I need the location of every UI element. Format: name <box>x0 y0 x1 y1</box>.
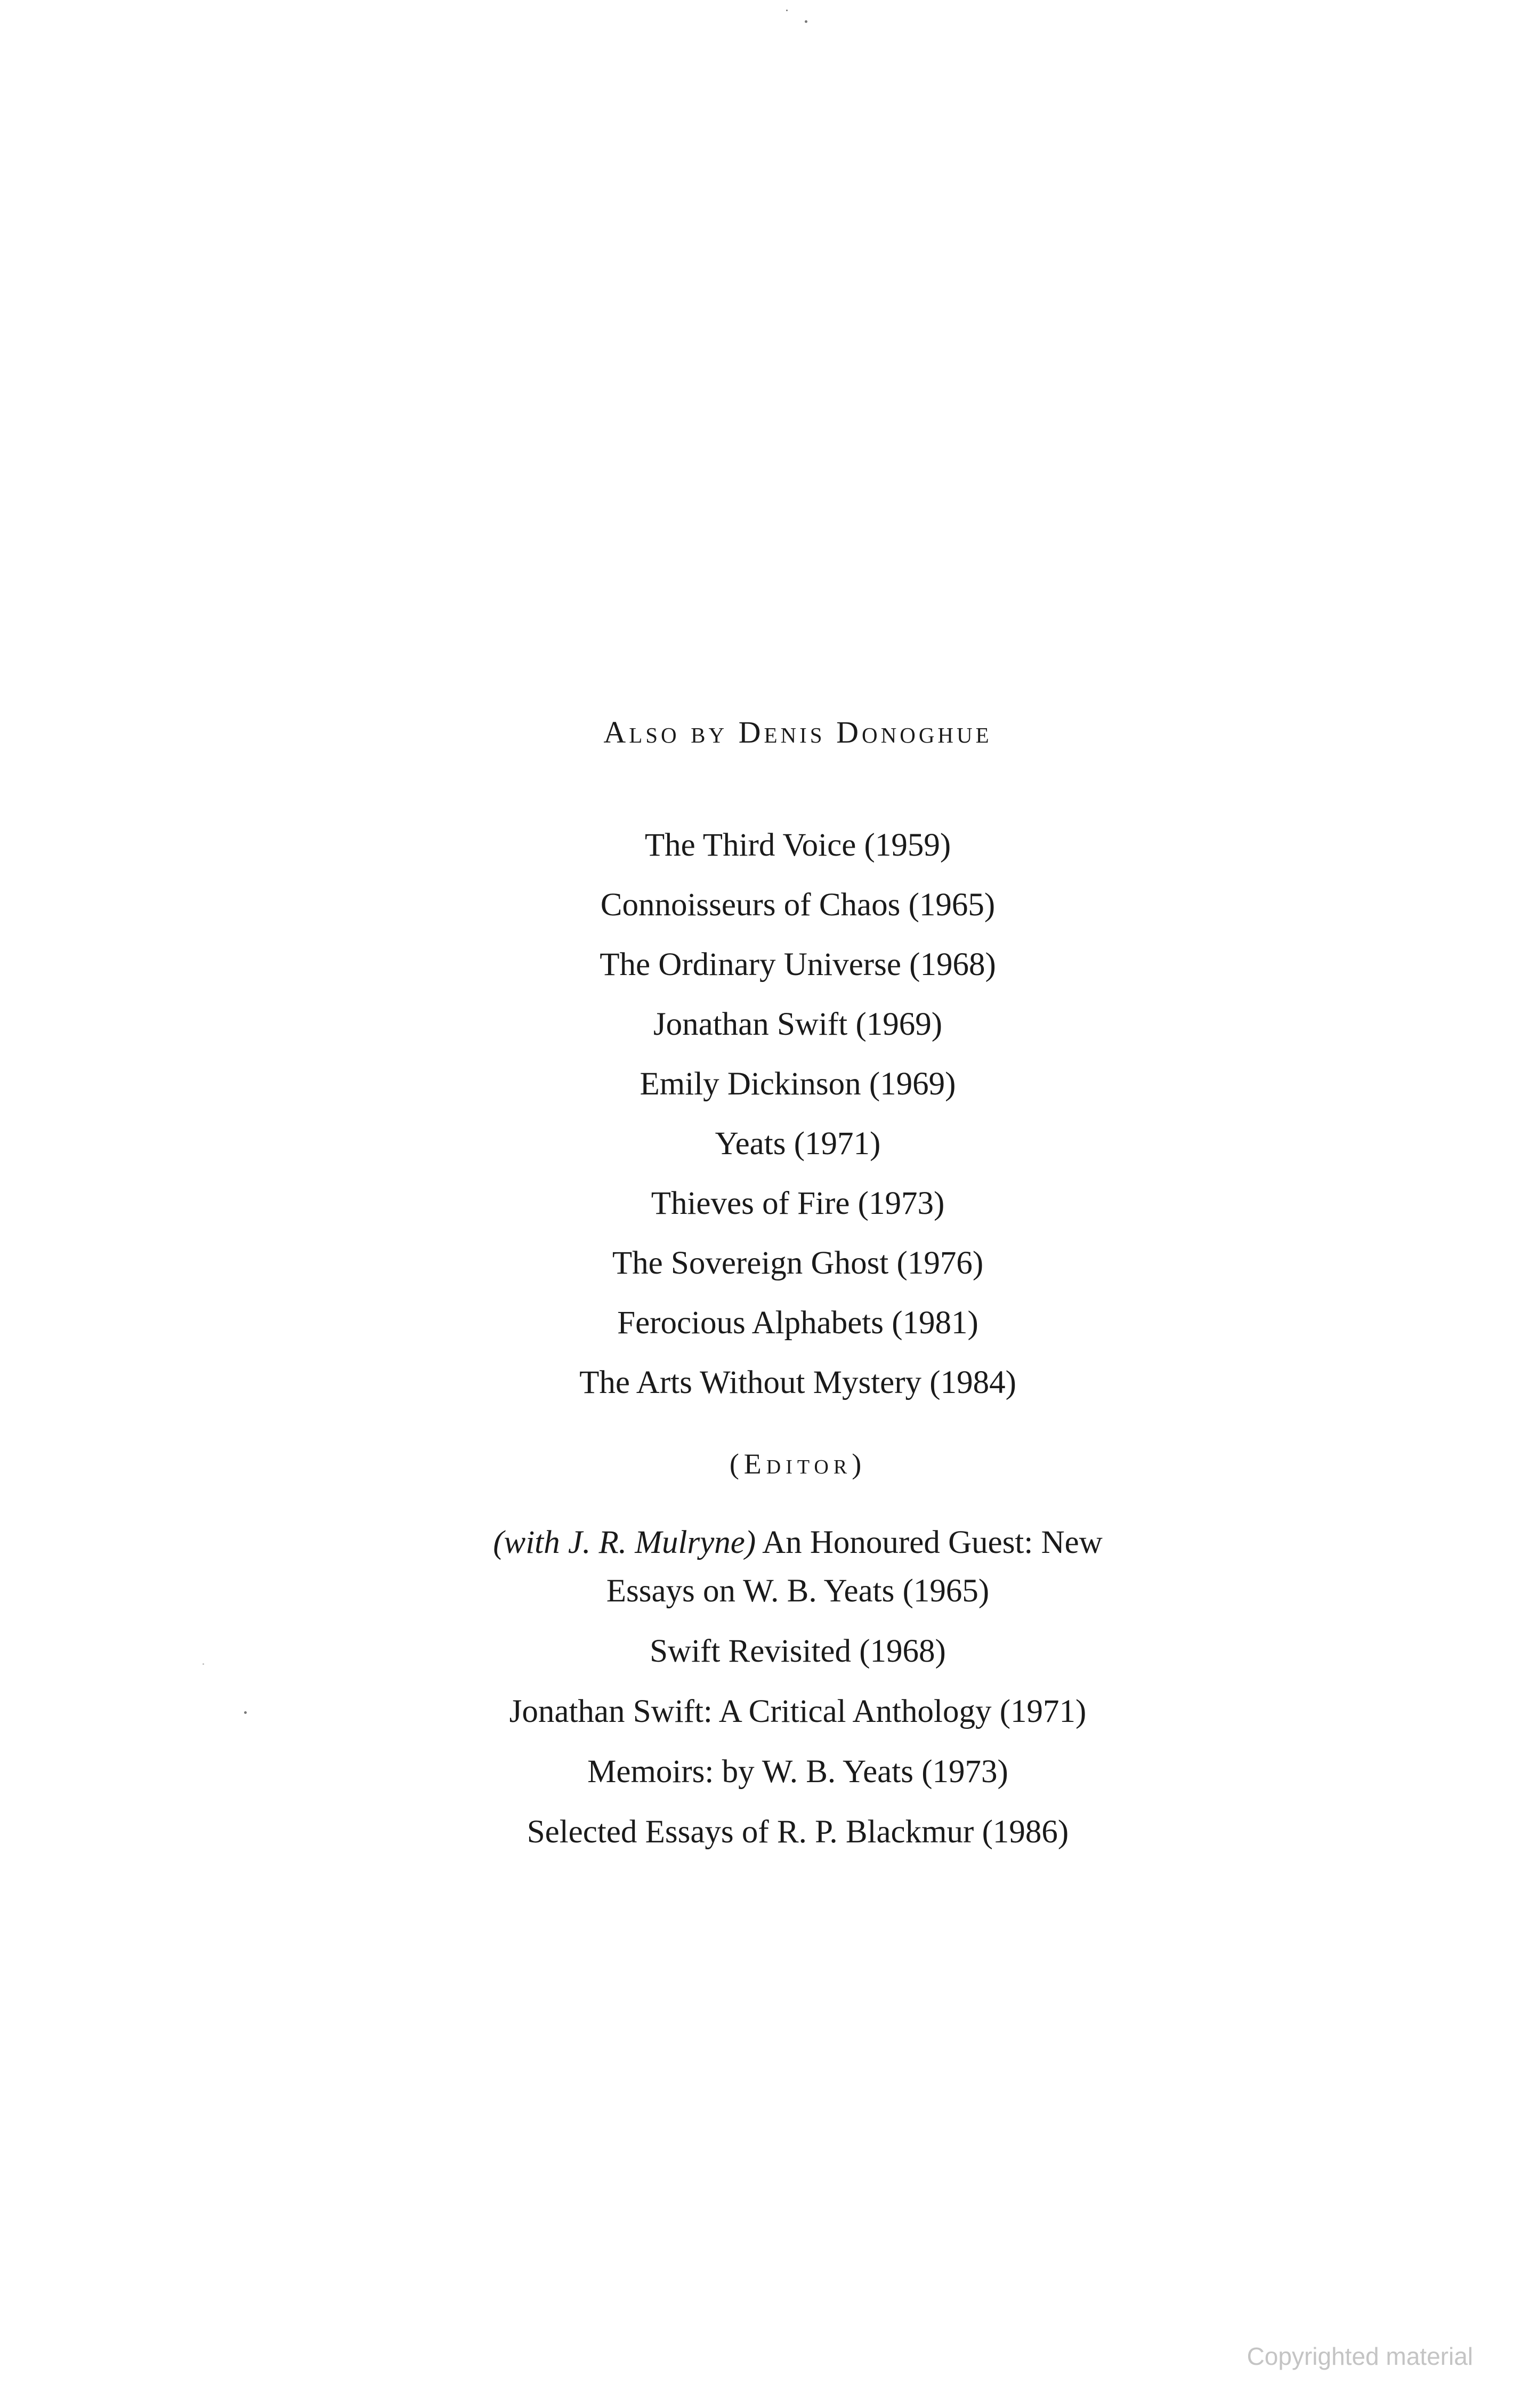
edited-book-item <box>470 1518 1126 1615</box>
book-item: Jonathan Swift (1969) <box>653 1006 943 1042</box>
co-editor-note: (with J. R. Mulryne) <box>493 1525 756 1560</box>
edited-book-item: Swift Revisited (1968) <box>650 1633 946 1669</box>
also-by-heading <box>0 714 1521 750</box>
scan-speck <box>805 20 807 23</box>
book-item: Connoisseurs of Chaos (1965) <box>600 887 996 923</box>
edited-book-item: Memoirs: by W. B. Yeats (1973) <box>587 1754 1008 1790</box>
book-item: Ferocious Alphabets (1981) <box>617 1305 978 1341</box>
scan-speck <box>244 1711 247 1714</box>
book-item: The Arts Without Mystery (1984) <box>579 1365 1016 1400</box>
scan-speck <box>203 1663 204 1665</box>
edited-books-list <box>0 1518 1521 1868</box>
edited-book-item: Jonathan Swift: A Critical Anthology (1971) <box>509 1694 1087 1729</box>
scan-speck <box>786 10 788 11</box>
editor-heading-text: (Editor) <box>729 1448 867 1480</box>
also-by-heading-text: Also by Denis Donoghue <box>603 715 992 750</box>
book-item: Yeats (1971) <box>715 1126 881 1162</box>
book-item: Emily Dickinson (1969) <box>640 1066 956 1102</box>
copyright-watermark: Copyrighted material <box>1247 2342 1473 2370</box>
editor-heading <box>0 1447 1521 1480</box>
edited-book-title: An Honoured Guest: New Essays on W. B. Yeats (1965) <box>606 1525 1103 1609</box>
book-item: Thieves of Fire (1973) <box>651 1186 945 1221</box>
books-list <box>0 816 1521 1413</box>
book-item: The Third Voice (1959) <box>644 827 951 863</box>
book-item: The Ordinary Universe (1968) <box>600 947 996 982</box>
book-item: The Sovereign Ghost (1976) <box>612 1245 984 1281</box>
edited-book-item: Selected Essays of R. P. Blackmur (1986) <box>527 1814 1069 1850</box>
